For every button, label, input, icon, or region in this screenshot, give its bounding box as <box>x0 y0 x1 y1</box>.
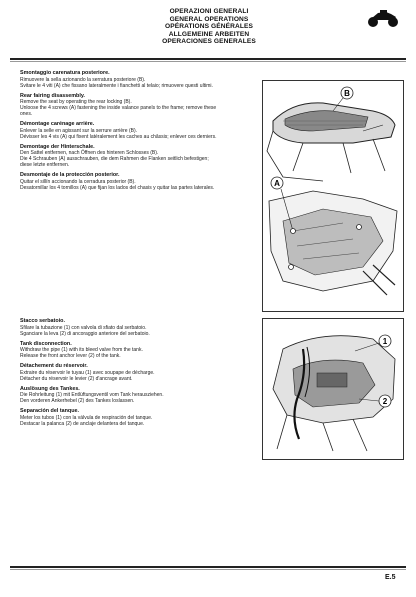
section-line: Die 4 Schrauben (A) ausschrauben, die dem Rahmen die Flanken seitlich befestigen; <box>20 156 209 163</box>
section-line: Den Sattel entfernen, nach Öffnen des hinteren Schlosses (B). <box>20 150 159 157</box>
tank-section <box>20 318 260 431</box>
section-line: Sganciare la leva (2) di ancoraggio anteriore del serbatoio. <box>20 330 150 337</box>
section-title: Tank disconnection. <box>20 340 72 347</box>
section-line: Remove the seat by operating the rear locking (B). <box>20 99 132 106</box>
page-number: E.5 <box>385 574 396 581</box>
callout-2-label: 2 <box>382 397 388 406</box>
section-line: Enlever la selle en agissant sur la serrure arrière (B). <box>20 127 137 134</box>
rear-fairing-de <box>20 144 260 169</box>
section-line: Quitar el sillín accionando la cerradura posterior (B). <box>20 178 136 185</box>
tank-figure <box>262 318 404 460</box>
header-title-it: OPERAZIONI GENERALI <box>169 8 249 15</box>
rear-fairing-figure <box>262 80 404 312</box>
section-title: Détachement du réservoir. <box>20 363 88 370</box>
tank-fr <box>20 363 260 382</box>
section-line: Svitare le 4 viti (A) che fissano lateralmente i fianchetti al telaio; rimuovere questi ultimi. <box>20 82 213 89</box>
header-title-es: OPERACIONES GENERALES <box>162 38 256 46</box>
section-line: Détacher du réservoir le levier (2) d'ancrage avant. <box>20 375 133 382</box>
section-line: Die Rohrleitung (1) mit Entlüftungsventil vom Tank herausziehen. <box>20 392 164 399</box>
section-title: Auslösung des Tankes. <box>20 385 80 392</box>
section-line: diese letzte entfernen. <box>20 162 70 169</box>
page-header <box>0 0 416 60</box>
tank-it <box>20 318 260 337</box>
section-line: Release the front anchor lever (2) of the tank. <box>20 353 121 360</box>
section-title: Démontage carénage arrière. <box>20 121 95 128</box>
motorcycle-icon <box>366 8 400 28</box>
section-line: Withdraw the pipe (1) with its bleed valve from the tank. <box>20 347 143 354</box>
rear-fairing-it <box>20 70 260 89</box>
header-title-de: ALLGEMEINE ARBEITEN <box>168 30 250 38</box>
header-title-fr: OPÉRATIONS GÉNÉRALES <box>165 23 253 31</box>
callout-1-label: 1 <box>382 337 388 346</box>
section-line: Destacar la palanca (2) de anclaje delantera del tanque. <box>20 420 145 427</box>
section-line: Sfilare la tubazione (1) con valvola di sfiato dal serbatoio. <box>20 324 147 331</box>
callout-b-label: B <box>344 89 350 98</box>
section-line: Extraire du réservoir le tuyau (1) avec soupape de décharge. <box>20 369 155 376</box>
rear-fairing-en <box>20 93 260 118</box>
section-line: Dévisser les 4 vis (A) qui fixent latéralement les caches au châssis; enlever ces derniers. <box>20 133 217 140</box>
footer-rule-thin <box>10 569 406 570</box>
section-line: ones. <box>20 111 33 118</box>
footer-rule <box>10 566 406 568</box>
tank-es <box>20 408 260 427</box>
header-title-en: GENERAL OPERATIONS <box>169 15 249 23</box>
tank-en <box>20 341 260 360</box>
section-line: Meter los tubos (1) con la válvula de respiración del tanque. <box>20 414 153 421</box>
header-title-block <box>150 8 268 46</box>
section-title: Rear fairing disassembly. <box>20 92 85 99</box>
callout-a-label: A <box>274 179 280 188</box>
section-title: Separación del tanque. <box>20 408 80 415</box>
header-rule <box>10 58 406 60</box>
rear-fairing-section <box>20 70 260 195</box>
section-title: Desmontaje de la protección posterior. <box>20 172 120 179</box>
section-line: Rimuovere la sella azionando la serratura posteriore (B). <box>20 76 146 83</box>
section-title: Demontage der Hinterschale. <box>20 143 95 150</box>
section-line: Desatornillar los 4 tornillos (A) que fijan los lados del chasis y quitar las partes laterales. <box>20 184 215 191</box>
rear-fairing-es <box>20 172 260 191</box>
section-line: Unloose the 4 screws (A) fastening the inside valance panels to the frame; remove these <box>20 105 217 112</box>
section-line: Den vorderen Ankerhebel (2) des Tankes loslassen. <box>20 398 135 405</box>
section-title: Smontaggio carenatura posteriore. <box>20 70 110 76</box>
tank-de <box>20 386 260 405</box>
header-rule-thin <box>10 61 406 62</box>
section-title: Stacco serbatoio. <box>20 318 65 324</box>
rear-fairing-fr <box>20 121 260 140</box>
